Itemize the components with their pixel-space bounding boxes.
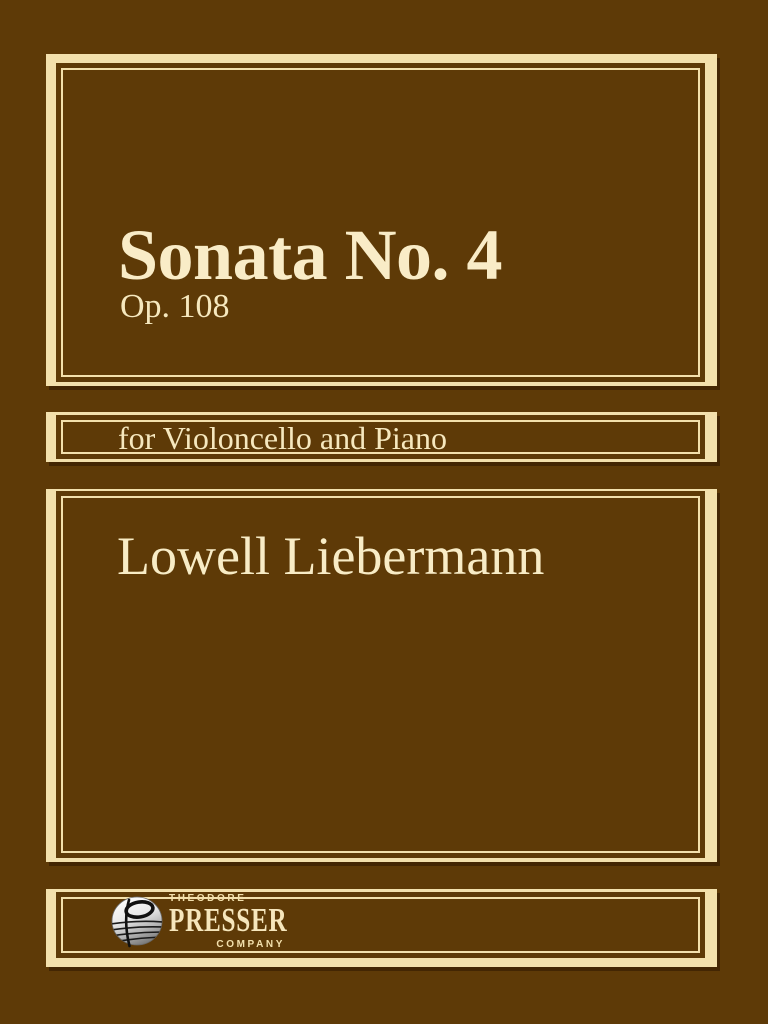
composer-name: Lowell Liebermann: [117, 526, 545, 586]
instrumentation-text: for Violoncello and Piano: [118, 420, 447, 456]
presser-logo-icon: [111, 896, 163, 948]
publisher-name-theodore: THEODORE: [169, 893, 247, 904]
publisher-wordmark: [169, 893, 288, 950]
publisher-name-company: COMPANY: [216, 939, 285, 950]
work-title: Sonata No. 4: [118, 215, 503, 295]
opus-number: Op. 108: [120, 288, 230, 325]
publisher-name-presser: PRESSER: [169, 902, 288, 939]
